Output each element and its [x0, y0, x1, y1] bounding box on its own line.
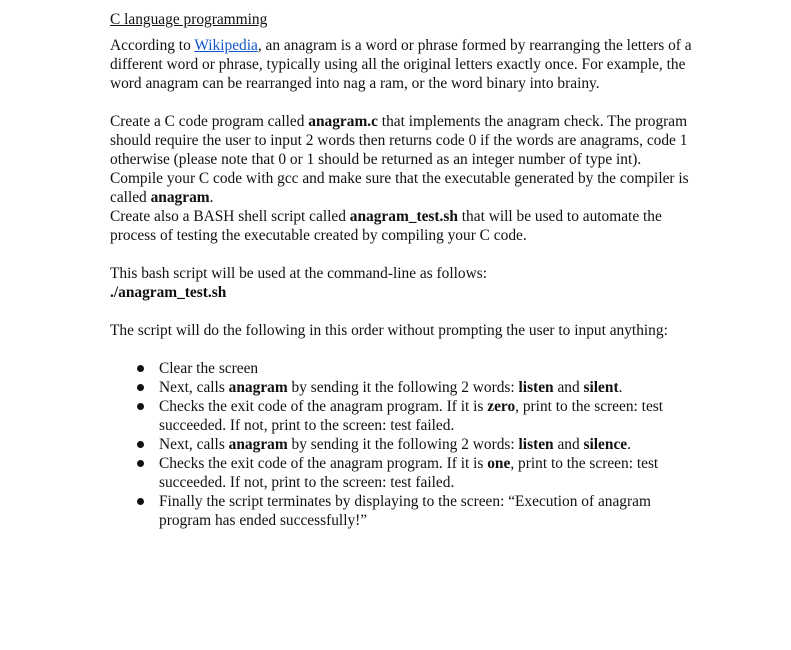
- document: [110, 10, 700, 530]
- page-title: C language programming: [110, 11, 268, 28]
- list-item: Clear the screen: [159, 359, 700, 378]
- wikipedia-link[interactable]: Wikipedia: [194, 37, 258, 54]
- list-item: [159, 378, 700, 397]
- intro-text-end: , an anagram is a word or phrase formed by rearranging the letters of a different word or phrase, typically using all the original letters exactly once. For example, the word anagram can be rearranged into nag a ram, or the word binary into brainy.: [110, 37, 692, 92]
- p2-text-2: that implements the anagram check. The program should require the user to input 2 words then returns code 0 if the words are anagrams, code 1 otherwise (please note that 0 or 1 should be returned as an integer number of type int).: [110, 113, 688, 168]
- steps-list: [110, 359, 700, 530]
- p2-text-3: Compile your C code with gcc and make sure that the executable generated by the compiler is called: [110, 170, 689, 206]
- executable-name: anagram: [150, 189, 210, 206]
- usage-command: [110, 283, 700, 302]
- b4-key-1: anagram: [228, 436, 288, 453]
- b2-text-3: and: [553, 379, 584, 396]
- p2-text-6: that will be used to automate the process of testing the executable created by compiling your C code.: [110, 208, 662, 244]
- p2-text-1: Create a C code program called: [110, 113, 309, 130]
- c-filename: anagram.c: [308, 113, 378, 130]
- b3-text-2: , print to the screen: test succeeded. If not, print to the screen: test failed.: [159, 398, 664, 434]
- list-item: [159, 397, 700, 435]
- b2-key-1: anagram: [228, 379, 288, 396]
- b2-key-3: silent: [583, 379, 619, 396]
- b4-key-2: listen: [518, 436, 554, 453]
- b4-text-1: Next, calls: [159, 436, 229, 453]
- intro-text-start: According to: [110, 37, 195, 54]
- intro-paragraph: [110, 36, 700, 93]
- steps-intro: The script will do the following in this order without prompting the user to input anything:: [110, 322, 668, 339]
- script-filename: anagram_test.sh: [349, 208, 458, 225]
- b3-text-1: Checks the exit code of the anagram program. If it is: [159, 398, 488, 415]
- b2-text-2: by sending it the following 2 words:: [287, 379, 519, 396]
- p2-text-5: Create also a BASH shell script called: [110, 208, 350, 225]
- b4-text-4: .: [627, 436, 631, 453]
- list-item: [159, 454, 700, 492]
- compile-instruction: [110, 169, 700, 207]
- list-item: Finally the script terminates by displaying to the screen: “Execution of anagram program has ended successfully!”: [159, 492, 700, 530]
- usage-line: This bash script will be used at the command-line as follows:: [110, 265, 487, 282]
- b4-text-2: by sending it the following 2 words:: [287, 436, 519, 453]
- b3-key-1: zero: [487, 398, 516, 415]
- program-description: [110, 112, 700, 169]
- command-text: ./anagram_test.sh: [110, 284, 227, 301]
- b4-key-3: silence: [583, 436, 628, 453]
- b5-text-1: Checks the exit code of the anagram program. If it is: [159, 455, 488, 472]
- b2-text-1: Next, calls: [159, 379, 229, 396]
- b2-text-4: .: [618, 379, 623, 396]
- list-item: [159, 435, 700, 454]
- b5-text-2: , print to the screen: test succeeded. If not, print to the screen: test failed.: [159, 455, 659, 491]
- b5-key-1: one: [487, 455, 511, 472]
- p2-text-4: .: [209, 189, 214, 206]
- script-instruction: [110, 207, 700, 245]
- b2-key-2: listen: [518, 379, 554, 396]
- b4-text-3: and: [553, 436, 584, 453]
